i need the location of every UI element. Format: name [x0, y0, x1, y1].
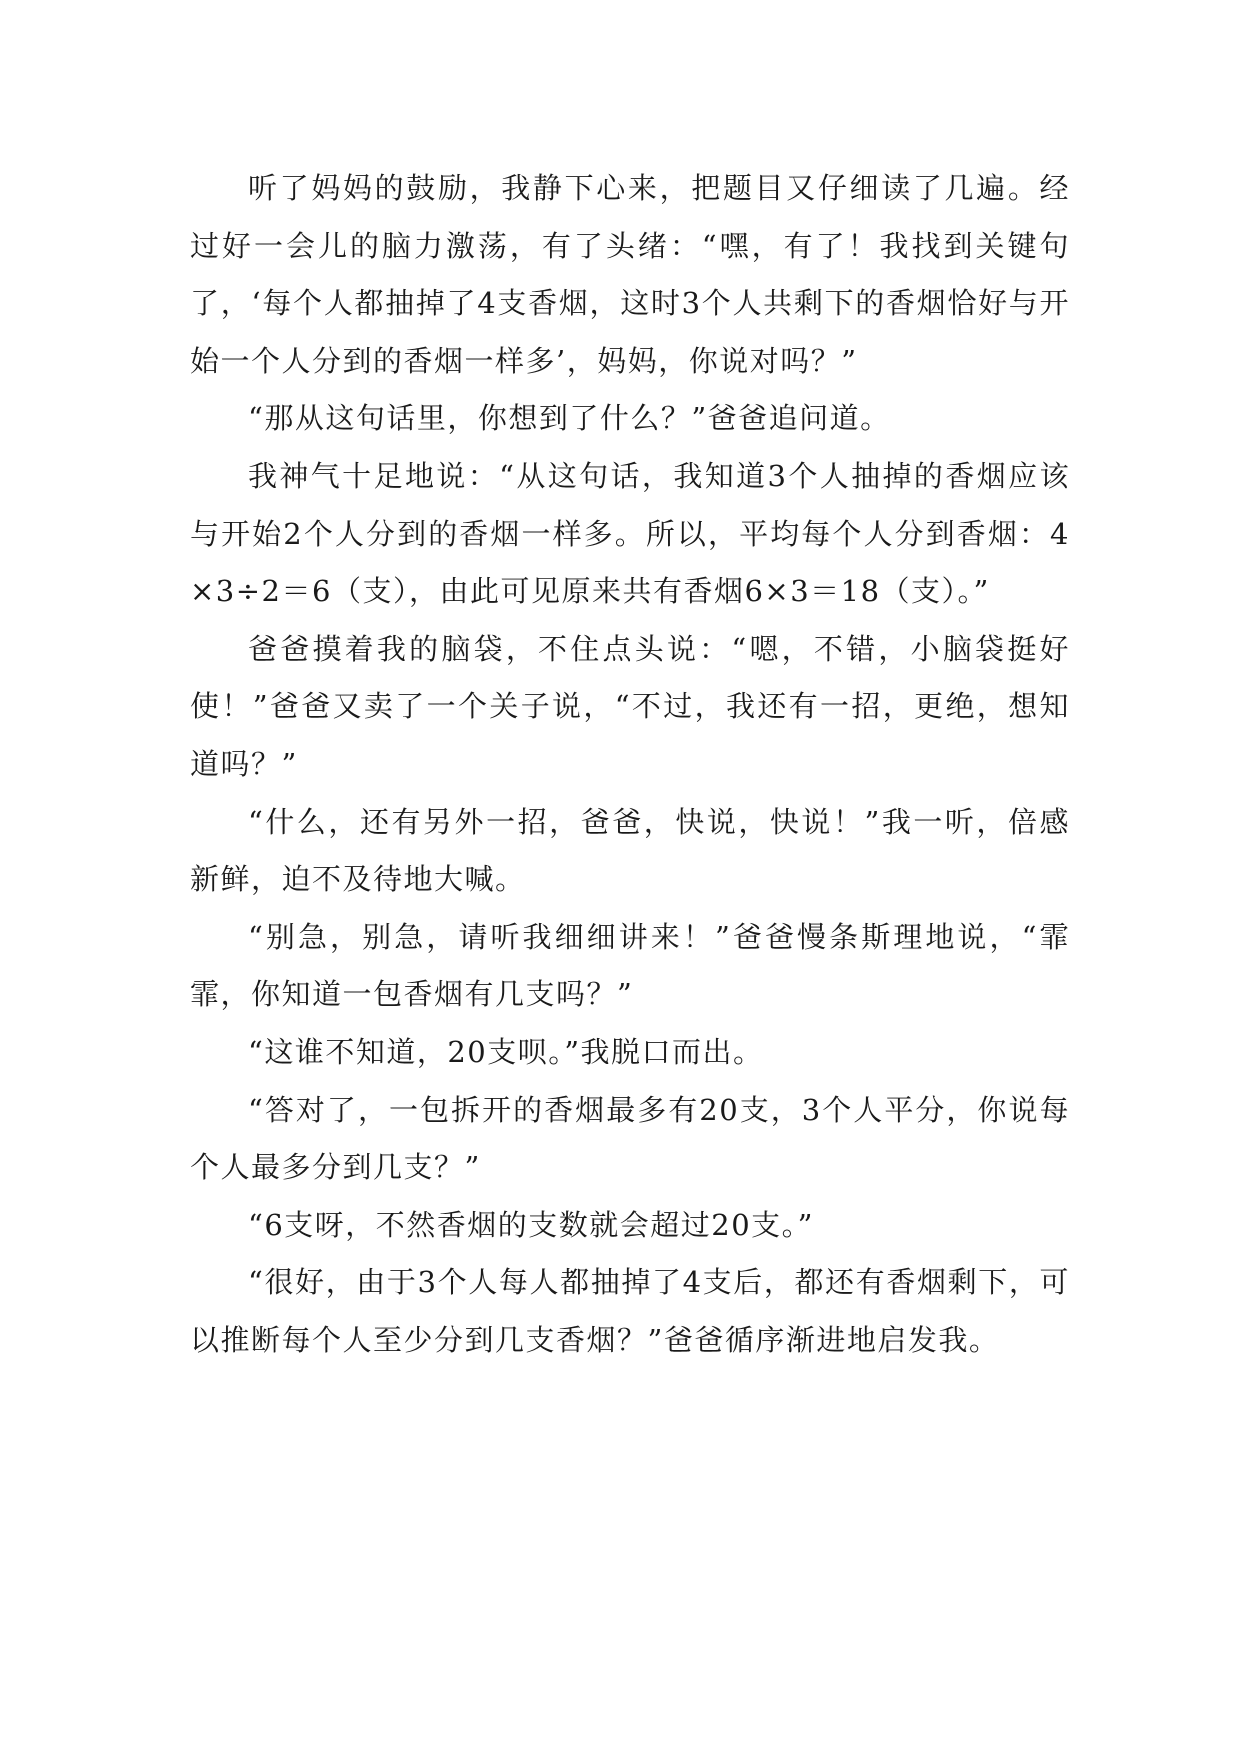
document-body: [190, 160, 1070, 1369]
paragraph-8: “答对了，一包拆开的香烟最多有20支，3个人平分，你说每个人最多分到几支？”: [190, 1092, 1070, 1185]
paragraph-7: “这谁不知道，20支呗。”我脱口而出。: [248, 1034, 764, 1069]
paragraph-4: 爸爸摸着我的脑袋，不住点头说：“嗯，不错，小脑袋挺好使！”爸爸又卖了一个关子说，“不过，我还有一招，更绝，想知道吗？”: [190, 631, 1070, 781]
paragraph-9: “6支呀，不然香烟的支数就会超过20支。”: [248, 1207, 815, 1242]
paragraph-2: “那从这句话里，你想到了什么？”爸爸追问道。: [248, 401, 891, 436]
paragraph-3: 我神气十足地说：“从这句话，我知道3个人抽掉的香烟应该与开始2个人分到的香烟一样多。所以，平均每个人分到香烟：4×3÷2＝6（支），由此可见原来共有香烟6×3＝18（支）。”: [190, 458, 1070, 609]
paragraph-5: “什么，还有另外一招，爸爸，快说，快说！”我一听，倍感新鲜，迫不及待地大喊。: [190, 804, 1070, 897]
paragraph-10: “很好，由于3个人每人都抽掉了4支后，都还有香烟剩下，可以推断每个人至少分到几支香烟？”爸爸循序渐进地启发我。: [190, 1265, 1070, 1357]
paragraph-1: 听了妈妈的鼓励，我静下心来，把题目又仔细读了几遍。经过好一会儿的脑力激荡，有了头绪：“嘿，有了！我找到关键句了，‘每个人都抽掉了4支香烟，这时3个人共剩下的香烟恰好与开始一个人分到的香烟一样多’，妈妈，你说对吗？”: [190, 171, 1070, 378]
paragraph-6: “别急，别急，请听我细细讲来！”爸爸慢条斯理地说，“霏霏，你知道一包香烟有几支吗？”: [190, 919, 1070, 1012]
